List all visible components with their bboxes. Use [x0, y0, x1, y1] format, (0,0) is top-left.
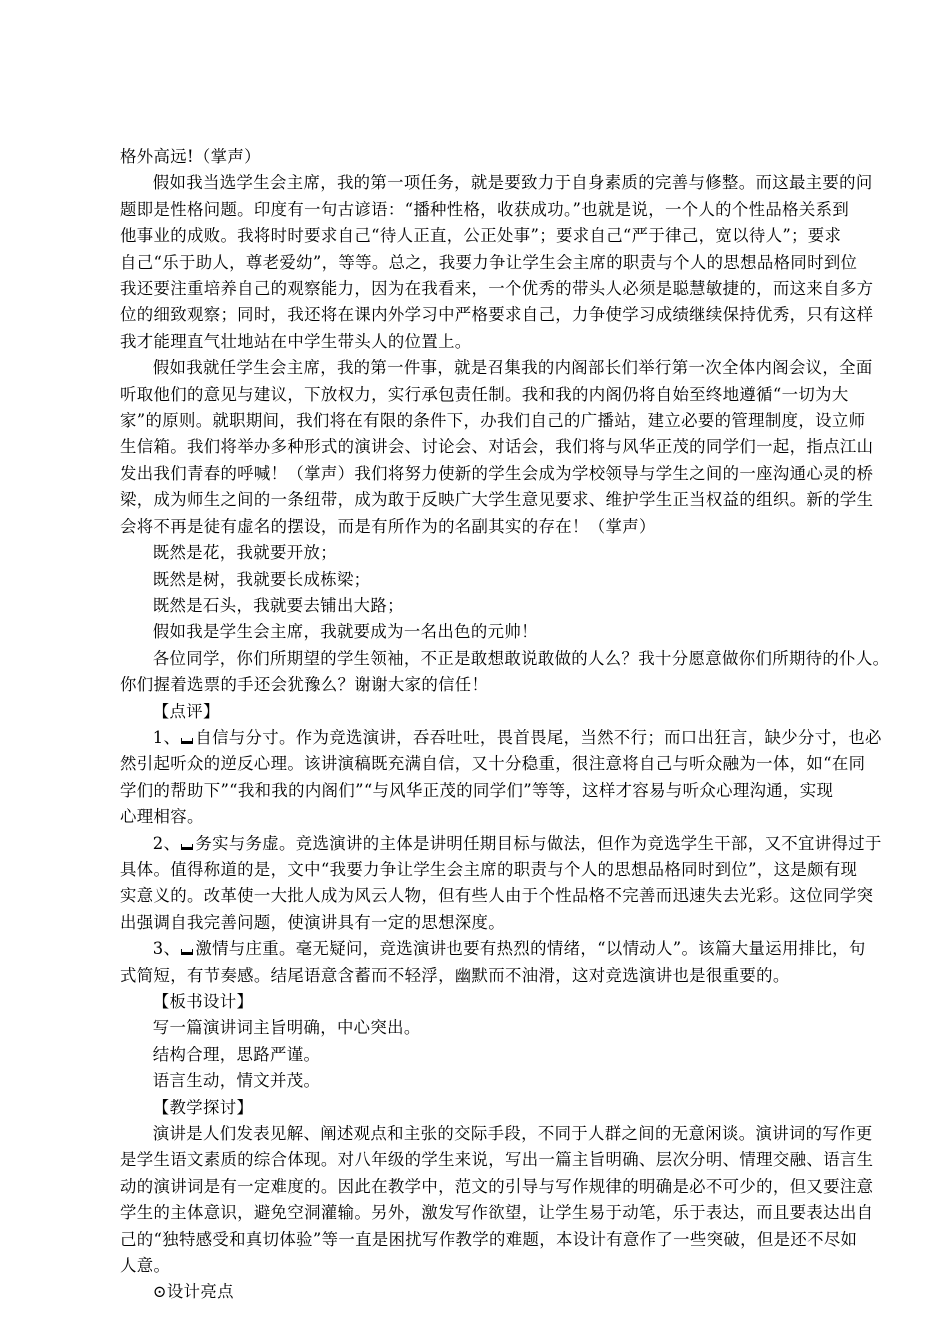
- text-line: 梁，成为师生之间的一条纽带，成为敢于反映广大学生意见要求、维护学生正当权益的组织。新的学生: [120, 490, 874, 510]
- text-line: [120, 725, 882, 751]
- verse-line: 既然是石头，我就要去铺出大路；: [152, 595, 404, 615]
- paragraph-personal-quality: [120, 170, 874, 355]
- text-line: 人意。: [120, 1256, 171, 1276]
- board-line: 结构合理，思路严谨。: [152, 1044, 321, 1064]
- text-line: [120, 831, 882, 857]
- text-line: 学们的帮助下”“我和我的内阁们”“与风华正茂的同学们”等等，这样才容易与听众心理沟通，实现: [120, 780, 834, 800]
- text-line: 假如我当选学生会主席，我的第一项任务，就是要致力于自身素质的完善与修整。而这最主要的问: [152, 173, 873, 193]
- text-line: 动的演讲词是有一定难度的。因此在教学中，范文的引导与写作规律的明确是必不可少的，但又要注意: [120, 1176, 874, 1196]
- text-line: 式简短，有节奏感。结尾语意含蓄而不轻浮，幽默而不油滑，这对竞选演讲也是很重要的。: [120, 965, 790, 985]
- text-line: 假如我就任学生会主席，我的第一件事，就是召集我的内阁部长们举行第一次全体内阁会议，全面: [152, 358, 873, 378]
- text-line: 我还要注重培养自己的观察能力，因为在我看来，一个优秀的带头人必须是聪慧敏捷的，而这来自多方: [120, 279, 874, 299]
- text-line: 生信箱。我们将举办多种形式的演讲会、讨论会、对话会，我们将与风华正茂的同学们一起，指点江山: [120, 437, 874, 457]
- section-heading-highlight: ⊙设计亮点: [152, 1282, 234, 1302]
- verse-line: 既然是花，我就要开放；: [152, 543, 337, 563]
- bracket-mark-icon: [181, 738, 193, 744]
- board-line: 语言生动，情文并茂。: [152, 1071, 321, 1091]
- item-text: 务实与务虚。竞选演讲的主体是讲明任期目标与做法，但作为竞选学生干部，又不宜讲得过于: [195, 833, 882, 853]
- text-line: 你们握着选票的手还会犹豫么？谢谢大家的信任！: [120, 675, 489, 695]
- text-line: 自己“乐于助人，尊老爱幼”，等等。总之，我要力争让学生会主席的职责与个人的思想品格同时到位: [120, 252, 858, 272]
- section-heading-comment: 【点评】: [152, 701, 220, 721]
- paragraph-first-task: [120, 355, 874, 540]
- item-text: 自信与分寸。作为竞选演讲，吞吞吐吐，畏首畏尾，当然不行；而口出狂言，缺少分寸，也必: [195, 727, 882, 747]
- section-heading-board: 【板书设计】: [152, 992, 254, 1011]
- text-line: 具体。值得称道的是，文中“我要力争让学生会主席的职责与个人的思想品格同时到位”，这是颇有现: [120, 859, 858, 879]
- text-line: 我才能理直气壮地站在中学生带头人的位置上。: [120, 331, 472, 351]
- item-number: 2、: [152, 833, 181, 853]
- item-text: 激情与庄重。毫无疑问，竞选演讲也要有热烈的情绪，“以情动人”。该篇大量运用排比，句: [195, 939, 866, 959]
- paragraph-closing: [120, 646, 890, 699]
- text-line: 位的细致观察；同时，我还将在课内外学习中严格要求自己，力争使学习成绩继续保持优秀，只有这样: [120, 305, 874, 325]
- verse-line: 既然是树，我就要长成栋梁；: [152, 569, 371, 589]
- item-number: 3、: [152, 939, 181, 959]
- bracket-mark-icon: [181, 844, 193, 850]
- comment-item-2: [120, 831, 882, 937]
- section-heading-teaching: 【教学探讨】: [152, 1097, 254, 1117]
- text-line: 会将不再是徒有虚名的摆设，而是有所作为的名副其实的存在！（掌声）: [120, 516, 656, 536]
- paragraph-teaching: [120, 1121, 874, 1279]
- text-line: 他事业的成败。我将时时要求自己“待人正直，公正处事”；要求自己“严于律己，宽以待人”；要求: [120, 226, 842, 246]
- text-line: 听取他们的意见与建议，下放权力，实行承包责任制。我和我的内阁仍将自始至终地遵循“一切为大: [120, 384, 849, 404]
- text-line: 题即是性格问题。印度有一句古谚语：“播种性格，收获成功。”也就是说，一个人的个性品格关系到: [120, 199, 850, 219]
- text-line: 心理相容。: [120, 807, 204, 827]
- item-number: 1、: [152, 727, 181, 747]
- text-line: 各位同学，你们所期望的学生领袖，不正是敢想敢说敢做的人么？我十分愿意做你们所期待的仆人。: [152, 648, 890, 668]
- document-body: [120, 144, 890, 1306]
- text-line: 演讲是人们发表见解、阐述观点和主张的交际手段，不同于人群之间的无意闲谈。演讲词的写作更: [152, 1124, 873, 1144]
- comment-item-3: [120, 936, 874, 989]
- text-line: [120, 936, 874, 962]
- text-line: 己的“独特感受和真切体验”等一直是困扰写作教学的难题，本设计有意作了一些突破，但是还不尽如: [120, 1229, 858, 1249]
- verse-line: 假如我是学生会主席，我就要成为一名出色的元帅！: [152, 622, 538, 642]
- text-line: 家”的原则。就职期间，我们将在有限的条件下，办我们自己的广播站，建立必要的管理制度，设立师: [120, 411, 866, 431]
- text-line: 发出我们青春的呼喊！（掌声）我们将努力使新的学生会成为学校领导与学生之间的一座沟通心灵的桥: [120, 463, 874, 483]
- text-line: 出强调自我完善问题，使演讲具有一定的思想深度。: [120, 912, 506, 932]
- text-line: 是学生语文素质的综合体现。对八年级的学生来说，写出一篇主旨明确、层次分明、情理交融、语言生: [120, 1150, 874, 1170]
- text-line: 然引起听众的逆反心理。该讲演稿既充满自信，又十分稳重，很注意将自己与听众融为一体，如“在同: [120, 754, 866, 774]
- bracket-mark-icon: [181, 949, 193, 955]
- comment-item-1: [120, 725, 882, 831]
- paragraph-continuation: 格外高远!（掌声）: [120, 147, 261, 166]
- board-line: 写一篇演讲词主旨明确，中心突出。: [152, 1018, 421, 1038]
- text-line: 实意义的。改革使一大批人成为风云人物，但有些人由于个性品格不完善而迅速失去光彩。这位同学突: [120, 886, 874, 906]
- text-line: 学生的主体意识，避免空洞灌输。另外，激发写作欲望，让学生易于动笔，乐于表达，而且要表达出自: [120, 1203, 874, 1223]
